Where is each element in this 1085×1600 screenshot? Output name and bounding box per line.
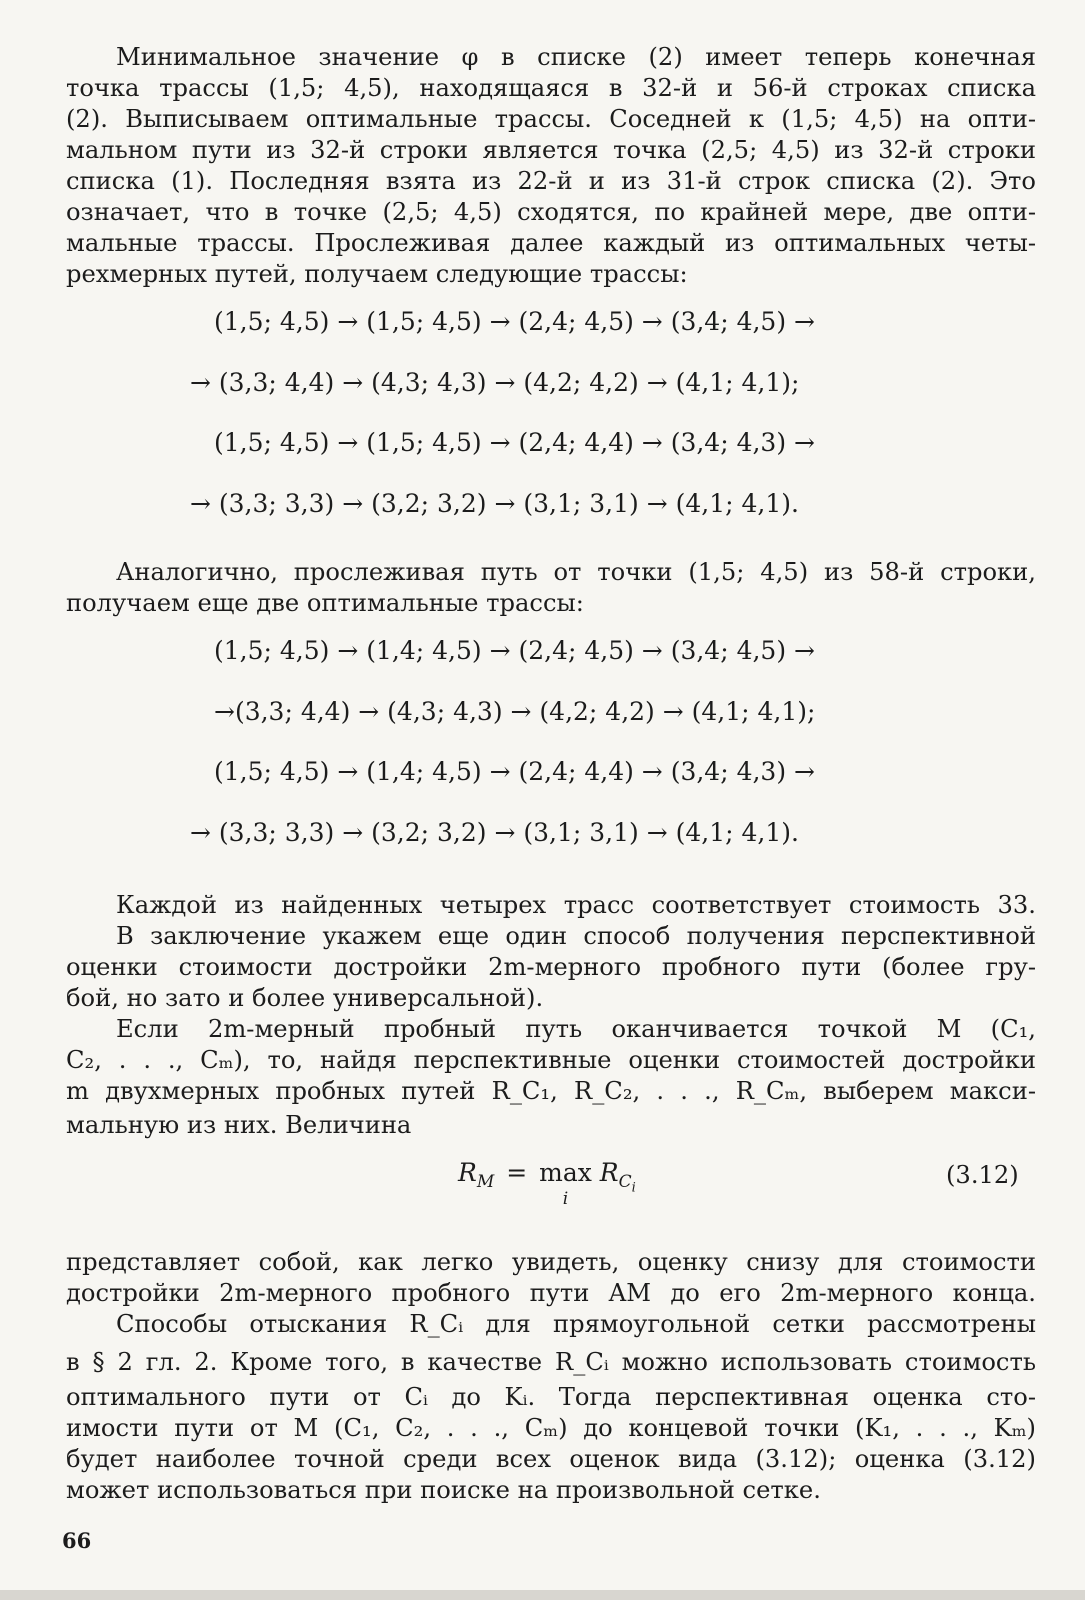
text-line: Аналогично, прослеживая путь от точки (1,5; 4,5) из 58-й строки,: [116, 558, 1036, 586]
text-line: рехмерных путей, получаем следующие трассы:: [66, 260, 688, 288]
route-line: →(3,3; 4,4) → (4,3; 4,3) → (4,2; 4,2) → (4,1; 4,1);: [214, 697, 816, 726]
text-line: представляет собой, как легко увидеть, оценку снизу для стоимости: [66, 1248, 1036, 1276]
text-line: C₂, . . ., Cₘ), то, найдя перспективные оценки стоимостей достройки: [66, 1046, 1036, 1074]
route-line: → (3,3; 3,3) → (3,2; 3,2) → (3,1; 3,1) → (4,1; 4,1).: [190, 818, 799, 847]
text-line: оценки стоимости достройки 2m-мерного пробного пути (более гру-: [66, 953, 1036, 981]
text-line: будет наиболее точной среди всех оценок вида (3.12); оценка (3.12): [66, 1445, 1036, 1473]
formula-max-sub: i: [562, 1189, 569, 1209]
route-line: (1,5; 4,5) → (1,4; 4,5) → (2,4; 4,4) → (3,4; 4,3) →: [214, 757, 815, 786]
text-line: мальные трассы. Прослеживая далее каждый из оптимальных четы-: [66, 229, 1036, 257]
text-line: Способы отыскания R_Cᵢ для прямоугольной сетки рассмотрены: [116, 1310, 1036, 1338]
formula-lhs: R: [458, 1158, 477, 1187]
formula-lhs-sub: M: [476, 1172, 495, 1192]
text-line: Каждой из найденных четырех трасс соответствует стоимость 33.: [116, 891, 1036, 919]
text-line: В заключение укажем еще один способ получения перспективной: [116, 922, 1036, 950]
text-line: мальную из них. Величина: [66, 1111, 412, 1139]
formula-3-12: $R_M = \max$ i $R_{C_i}$: [458, 1158, 636, 1203]
formula-max: max: [539, 1158, 592, 1187]
text-line: точка трассы (1,5; 4,5), находящаяся в 32-й и 56-й строках списка: [66, 74, 1036, 102]
text-line: достройки 2m-мерного пробного пути AM до его 2m-мерного конца.: [66, 1279, 1036, 1307]
text-line: оптимального пути от Cᵢ до Kᵢ. Тогда перспективная оценка сто-: [66, 1383, 1036, 1411]
formula-rhs-sub: C: [618, 1172, 632, 1192]
text-line: бой, но зато и более универсальной).: [66, 984, 544, 1012]
text-line: списка (1). Последняя взята из 22-й и из 31-й строк списка (2). Это: [66, 167, 1036, 195]
text-line: Если 2m-мерный пробный путь оканчивается точкой M (C₁,: [116, 1015, 1036, 1043]
formula-rhs-subsub: i: [631, 1180, 636, 1196]
text-line: мальном пути из 32-й строки является точка (2,5; 4,5) из 32-й строки: [66, 136, 1036, 164]
scan-edge: [0, 1590, 1085, 1600]
text-line: означает, что в точке (2,5; 4,5) сходятся, по крайней мере, две опти-: [66, 198, 1036, 226]
route-line: (1,5; 4,5) → (1,5; 4,5) → (2,4; 4,4) → (3,4; 4,3) →: [214, 428, 815, 457]
route-line: (1,5; 4,5) → (1,4; 4,5) → (2,4; 4,5) → (3,4; 4,5) →: [214, 636, 815, 665]
formula-rhs: R: [599, 1158, 619, 1187]
route-line: → (3,3; 3,3) → (3,2; 3,2) → (3,1; 3,1) → (4,1; 4,1).: [190, 489, 799, 518]
equation-number: (3.12): [946, 1161, 1019, 1189]
text-line: получаем еще две оптимальные трассы:: [66, 589, 584, 617]
page-number: 66: [62, 1528, 92, 1553]
text-line: (2). Выписываем оптимальные трассы. Соседней к (1,5; 4,5) на опти-: [66, 105, 1036, 133]
route-line: → (3,3; 4,4) → (4,3; 4,3) → (4,2; 4,2) → (4,1; 4,1);: [190, 368, 800, 397]
text-line: Минимальное значение φ в списке (2) имеет теперь конечная: [116, 43, 1036, 71]
text-line: m двухмерных пробных путей R_C₁, R_C₂, . . ., R_Cₘ, выберем макси-: [66, 1077, 1036, 1105]
text-line: в § 2 гл. 2. Кроме того, в качестве R_Cᵢ можно использовать стоимость: [66, 1348, 1036, 1376]
route-line: (1,5; 4,5) → (1,5; 4,5) → (2,4; 4,5) → (3,4; 4,5) →: [214, 307, 815, 336]
text-line: может использоваться при поиске на произвольной сетке.: [66, 1476, 821, 1504]
text-line: имости пути от M (C₁, C₂, . . ., Cₘ) до концевой точки (K₁, . . ., Kₘ): [66, 1414, 1036, 1442]
